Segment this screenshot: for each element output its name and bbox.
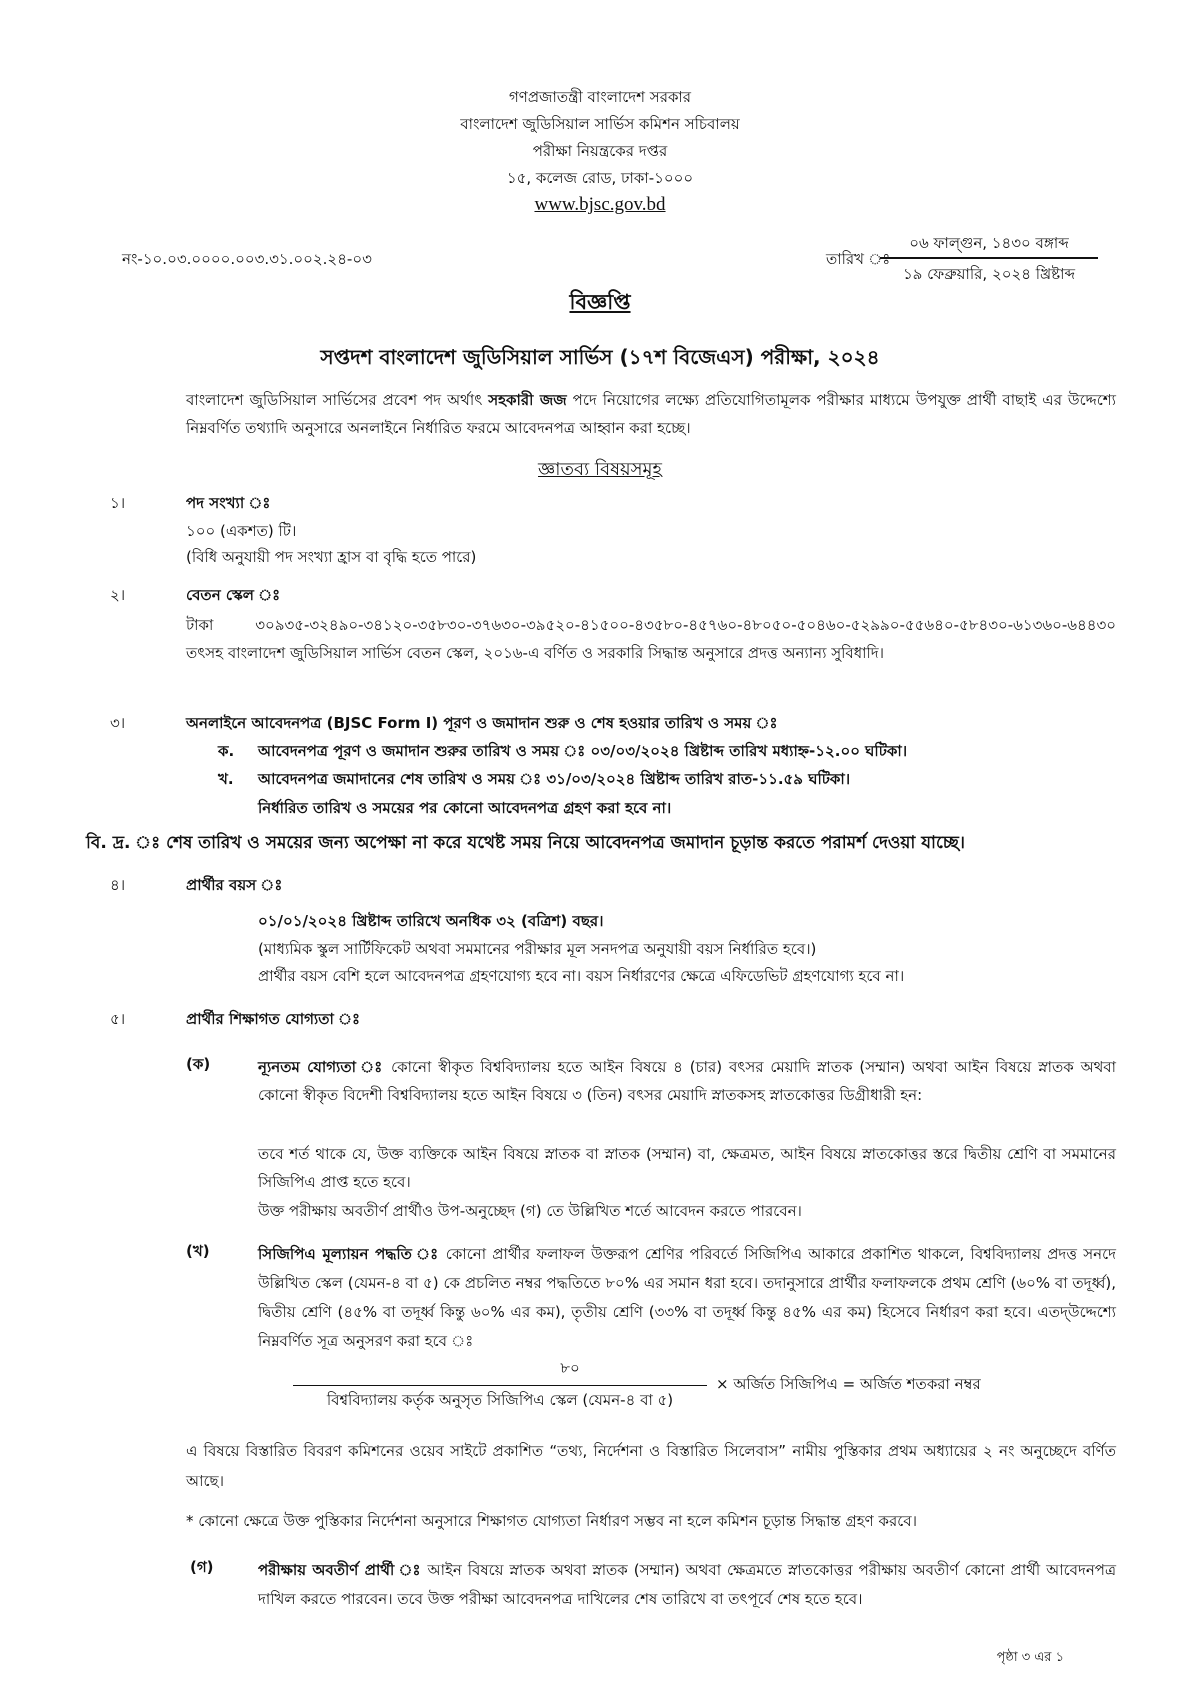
page-number: পৃষ্ঠা ৩ এর ১: [996, 1650, 1064, 1665]
s5-ga-text: [258, 1556, 1116, 1614]
s5-kha-bold: সিজিপিএ মূল্যায়ন পদ্ধতি ঃ: [258, 1245, 440, 1263]
s5-kha-label: (খ): [186, 1242, 210, 1260]
date-label: তারিখ ঃ: [826, 250, 891, 268]
date-gregorian: ১৯ ফেব্রুয়ারি, ২০২৪ খ্রিষ্টাব্দ: [902, 265, 1076, 284]
s5-kha-body: কোনো প্রার্থীর ফলাফল উক্তরূপ শ্রেণির পরিবর্তে সিজিপিএ আকারে প্রকাশিত থাকলে, বিশ্ববিদ্যালয় প্রদত্ত সনদে উল্লিখিত স্কেল (যেমন-৪ বা ৫) কে প্রচলিত নম্বর পদ্ধতিতে ৮০% এর সমান ধরা হবে। তদানুসারে প্রার্থীর ফলাফলকে প্রথম শ্রেণি (৬০% বা তদূর্ধ্ব), দ্বিতীয় শ্রেণি (৪৫% বা তদূর্ধ্ব কিন্তু ৬০% এর কম), তৃতীয় শ্রেণি (৩৩% বা তদূর্ধ্ব কিন্তু ৪৫% এর কম) হিসেবে নির্ধারণ করা হবে। এতদ্‌উদ্দেশ্যে নিম্নবর্ণিত সূত্র অনুসরণ করা হবে ঃ: [258, 1245, 1116, 1350]
s4-line1: ০১/০১/২০২৪ খ্রিষ্টাব্দ তারিখে অনধিক ৩২ (বত্রিশ) বছর।: [258, 912, 604, 930]
s5-heading: প্রার্থীর শিক্ষাগত যোগ্যতা ঃ: [186, 1010, 361, 1028]
s5-ga-label: (গ): [190, 1558, 214, 1576]
formula-rest: × অর্জিত সিজিপিএ = অর্জিত শতকরা নম্বর: [716, 1375, 981, 1393]
s3-a-label: ক.: [218, 742, 235, 760]
s3-a-text: আবেদনপত্র পূরণ ও জমাদান শুরুর তারিখ ও সময় ঃ ০৩/০৩/২০২৪ খ্রিষ্টাব্দ তারিখ মধ্যাহ্ন-১২.০০ ঘটিকা।: [258, 742, 908, 760]
main-title: সপ্তদশ বাংলাদেশ জুডিসিয়াল সার্ভিস (১৭শ বিজেএস) পরীক্ষা, ২০২৪: [320, 345, 880, 369]
intro-paragraph: [186, 386, 1116, 442]
s5-ka-p2: তবে শর্ত থাকে যে, উক্ত ব্যক্তিকে আইন বিষয়ে স্নাতক বা স্নাতক (সম্মান) বা, ক্ষেত্রমত, আইন বিষয়ে স্নাতকোত্তর স্তরে দ্বিতীয় শ্রেণি বা সমমানের সিজিপিএ প্রাপ্ত হতে হবে।: [258, 1145, 1116, 1191]
s5-detail: এ বিষয়ে বিস্তারিত বিবরণ কমিশনের ওয়েব সাইটে প্রকাশিত “তথ্য, নির্দেশনা ও বিস্তারিত সিলেবাস” নামীয় পুস্তিকার প্রথম অধ্যায়ের ২ নং অনুচ্ছেদে বর্ণিত আছে।: [186, 1442, 1116, 1490]
s5-kha-text: [258, 1240, 1116, 1356]
govt-name: গণপ্রজাতন্ত্রী বাংলাদেশ সরকার: [508, 88, 692, 106]
website-link[interactable]: www.bjsc.gov.bd: [534, 194, 666, 215]
s3-heading: অনলাইনে আবেদনপত্র (BJSC Form I) পূরণ ও জমাদান শুরু ও শেষ হওয়ার তারিখ ও সময় ঃ: [186, 714, 778, 732]
commission-name: বাংলাদেশ জুডিসিয়াল সার্ভিস কমিশন সচিবালয়: [460, 115, 740, 133]
note-text: বি. দ্র. ঃ শেষ তারিখ ও সময়ের জন্য অপেক্ষা না করে যথেষ্ট সময় নিয়ে আবেদনপত্র জমাদান চূড়ান্ত করতে পরামর্শ দেওয়া যাচ্ছে।: [86, 833, 965, 853]
s5-number: ৫।: [110, 1010, 126, 1028]
s1-line2: (বিধি অনুযায়ী পদ সংখ্যা হ্রাস বা বৃদ্ধি হতে পারে): [186, 548, 477, 566]
s4-number: ৪।: [110, 876, 126, 894]
formula-numerator: ৮০: [560, 1359, 580, 1377]
date-bangla: ০৬ ফাল্গুন, ১৪৩০ বঙ্গাব্দ: [880, 232, 1098, 259]
s1-heading: পদ সংখ্যা ঃ: [186, 494, 271, 512]
s1-number: ১।: [110, 494, 126, 512]
s2-heading: বেতন স্কেল ঃ: [186, 586, 281, 604]
s5-ka-body: কোনো স্বীকৃত বিশ্ববিদ্যালয় হতে আইন বিষয়ে ৪ (চার) বৎসর মেয়াদি স্নাতক (সম্মান) অথবা আইন বিষয়ে স্নাতক অথবা কোনো স্বীকৃত বিদেশী বিশ্ববিদ্যালয় হতে আইন বিষয়ে ৩ (তিন) বৎসর মেয়াদি স্নাতকসহ স্নাতকোত্তর ডিগ্রীধারী হন:: [258, 1058, 1117, 1104]
s3-c-text: নির্ধারিত তারিখ ও সময়ের পর কোনো আবেদনপত্র গ্রহণ করা হবে না।: [258, 799, 672, 817]
intro-text-1: বাংলাদেশ জুডিসিয়াল সার্ভিসের প্রবেশ পদ অর্থাৎ: [186, 391, 489, 409]
notice-title: বিজ্ঞপ্তি: [569, 290, 631, 314]
s5-ka-text: [258, 1053, 1116, 1109]
s5-ka-p3: উক্ত পরীক্ষায় অবতীর্ণ প্রার্থীও উপ-অনুচ্ছেদ (গ) তে উল্লিখিত শর্তে আবেদন করতে পারবেন।: [258, 1202, 802, 1220]
s4-line2: (মাধ্যমিক স্কুল সার্টিফিকেট অথবা সমমানের পরীক্ষার মূল সনদপত্র অনুযায়ী বয়স নির্ধারিত হবে।): [258, 940, 817, 958]
s2-number: ২।: [110, 586, 126, 604]
formula-denominator: বিশ্ববিদ্যালয় কর্তৃক অনুসৃত সিজিপিএ স্কেল (যেমন-৪ বা ৫): [326, 1391, 674, 1409]
formula-fraction-bar: [293, 1385, 707, 1386]
s5-star-note: * কোনো ক্ষেত্রে উক্ত পুস্তিকার নির্দেশনা অনুসারে শিক্ষাগত যোগ্যতা নির্ধারণ সম্ভব না হলে কমিশন চূড়ান্ত সিদ্ধান্ত গ্রহণ করবে।: [186, 1512, 917, 1530]
s5-ka-bold: ন্যূনতম যোগ্যতা ঃ: [258, 1058, 385, 1076]
s2-text: টাকা ৩০৯৩৫-৩২৪৯০-৩৪১২০-৩৫৮৩০-৩৭৬৩০-৩৯৫২০-৪১৫০০-৪৩৫৮০-৪৫৭৬০-৪৮০৫০-৫০৪৬০-৫২৯৯০-৫৫৬৪০-৫৮৪৩০-৬১৩৬০-৬৪৪৩০ তৎসহ বাংলাদেশ জুডিসিয়াল সার্ভিস বেতন স্কেল, ২০১৬-এ বর্ণিত ও সরকারি সিদ্ধান্ত অনুসারে প্রদত্ত অন্যান্য সুবিধাদি।: [186, 616, 1116, 662]
s3-number: ৩।: [110, 714, 126, 732]
s5-ga-bold: পরীক্ষায় অবতীর্ণ প্রার্থী ঃ: [258, 1561, 422, 1579]
intro-text-2: পদে নিয়োগের লক্ষ্যে প্রতিযোগিতামূলক পরীক্ষার মাধ্যমে উপযুক্ত প্রার্থী বাছাই এর উদ্দেশ্যে নিম্নবর্ণিত তথ্যাদি অনুসারে অনলাইনে নির্ধারিত ফরমে আবেদনপত্র আহ্বান করা হচ্ছে।: [186, 391, 1116, 437]
office-address: ১৫, কলেজ রোড, ঢাকা-১০০০: [506, 169, 694, 187]
date-block: [880, 232, 1098, 287]
website-link-wrap: [0, 190, 1200, 219]
s3-b-text: আবেদনপত্র জমাদানের শেষ তারিখ ও সময় ঃ ৩১/০৩/২০২৪ খ্রিষ্টাব্দ তারিখ রাত-১১.৫৯ ঘটিকা।: [258, 770, 851, 788]
s5-ga-body: আইন বিষয়ে স্নাতক অথবা স্নাতক (সম্মান) অথবা ক্ষেত্রমতে স্নাতকোত্তর পরীক্ষায় অবতীর্ণ কোনো প্রার্থী আবেদনপত্র দাখিল করতে পারবেন। তবে উক্ত পরীক্ষা আবেদনপত্র দাখিলের শেষ তারিখে বা তৎপূর্বে শেষ হতে হবে।: [258, 1561, 1116, 1608]
s5-ka-label: (ক): [186, 1055, 211, 1073]
s4-line3: প্রার্থীর বয়স বেশি হলে আবেদনপত্র গ্রহণযোগ্য হবে না। বয়স নির্ধারণের ক্ষেত্রে এফিডেভিট গ্রহণযোগ্য হবে না।: [258, 967, 905, 985]
s4-heading: প্রার্থীর বয়স ঃ: [186, 876, 283, 894]
office-name: পরীক্ষা নিয়ন্ত্রকের দপ্তর: [532, 142, 668, 160]
section-title: জ্ঞাতব্য বিষয়সমূহ: [538, 459, 662, 480]
s1-line1: ১০০ (একশত) টি।: [186, 522, 297, 540]
intro-post-name: সহকারী জজ: [488, 391, 567, 409]
memo-number: নং-১০.০৩.০০০০.০০৩.৩১.০০২.২৪-০৩: [122, 250, 372, 268]
s3-b-label: খ.: [218, 770, 234, 788]
